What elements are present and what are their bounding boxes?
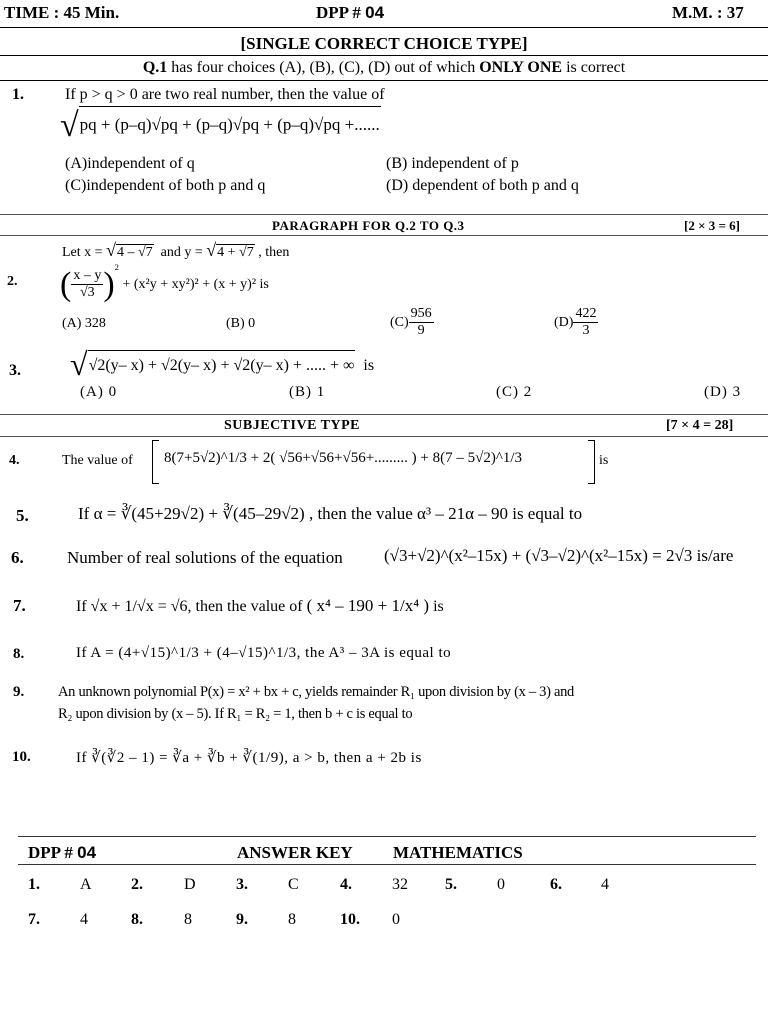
q7-expression-2: ( x⁴ – 190 + 1/x⁴ ) [306, 596, 430, 615]
dpp-header [316, 3, 384, 23]
max-marks: M.M. : 37 [672, 3, 744, 22]
answer-num: 6. [550, 876, 562, 893]
q4-lead: The value of [62, 453, 133, 468]
q3-option-a: (A) 0 [80, 384, 118, 400]
answer-key-dpp [28, 843, 96, 863]
section-single-correct-title: [SINGLE CORRECT CHOICE TYPE] [240, 34, 528, 53]
q1-nested-radical: √pq + (p–q)√pq + (p–q)√pq + (p–q)√pq +...... [60, 107, 380, 144]
q5-number: 5. [16, 506, 29, 525]
answer-num: 7. [28, 911, 40, 928]
answer-key-row-1 [0, 876, 768, 898]
q1-option-d: (D) dependent of both p and q [386, 177, 579, 194]
q2-rest: + (x²y + xy²)² + (x + y)² is [122, 277, 269, 292]
q2-option-a: (A) 328 [62, 316, 106, 331]
q4-expression: 8(7+5√2)^1/3 + 2( √56+√56+√56+......... ) + 8(7 – 5√2)^1/3 [164, 450, 523, 466]
q6-text: Number of real solutions of the equation [67, 548, 343, 567]
answer-num: 2. [131, 876, 143, 893]
answer-value: 0 [392, 911, 400, 928]
answer-key-dpp-label: DPP # [28, 843, 73, 862]
answer-value: C [288, 876, 299, 893]
subjective-divider-top [0, 414, 768, 415]
q2-frac-top: x – y [71, 268, 103, 285]
q1-radicand: pq + (p–q)√pq + (p–q)√pq + (p–q)√pq +...... [79, 106, 381, 135]
answer-key-divider-bottom [18, 864, 756, 865]
q7-mid: then the value of [195, 598, 303, 615]
y-value: 4 + √7 [217, 245, 254, 260]
let-x-label: Let x = [62, 245, 103, 260]
q2-option-c [390, 306, 434, 339]
q2-number: 2. [7, 274, 18, 289]
answer-value: 8 [288, 911, 296, 928]
answer-num: 5. [445, 876, 457, 893]
q1-text: If p > q > 0 are two real number, then the value of [65, 86, 385, 103]
header-divider [0, 27, 768, 28]
q7-is: is [433, 598, 444, 615]
subjective-divider-bottom [0, 436, 768, 437]
answer-key-divider-top [18, 836, 756, 837]
answer-num: 1. [28, 876, 40, 893]
instr-end: is correct [562, 59, 626, 76]
q3-is: is [363, 357, 375, 374]
section1-instruction [0, 59, 768, 77]
paragraph-marks: [2 × 3 = 6] [684, 218, 740, 233]
paragraph-divider-top [0, 214, 768, 215]
q6-expression: (√3+√2)^(x²–15x) + (√3–√2)^(x²–15x) = 2√3 is/are [384, 546, 734, 565]
q2-opt-d-label: (D) [554, 314, 574, 330]
answer-value: 0 [497, 876, 505, 893]
q7-expression: √x + 1/√x = √6, [90, 598, 192, 615]
q3-number: 3. [9, 362, 21, 379]
q8-text: If A = (4+√15)^1/3 + (4–√15)^1/3, the A³ – 3A is equal to [76, 645, 452, 661]
answer-value: 8 [184, 911, 192, 928]
q2-opt-c-bottom: 9 [417, 323, 425, 339]
dpp-number: 04 [365, 3, 385, 22]
q3-option-d: (D) 3 [704, 384, 742, 400]
instr-qno: Q.1 [142, 59, 168, 76]
q7-number: 7. [13, 596, 26, 615]
q4-bracket-left [152, 440, 159, 484]
section1-divider-bottom [0, 80, 768, 81]
answer-value: 4 [601, 876, 609, 893]
q3-option-b: (B) 1 [289, 384, 326, 400]
section1-divider-top [0, 55, 768, 56]
q2-opt-c-top: 956 [409, 306, 434, 323]
q2-option-d [554, 306, 598, 339]
instr-mid: has four choices (A), (B), (C), (D) out of which [167, 59, 480, 76]
paragraph-title: PARAGRAPH FOR Q.2 TO Q.3 [272, 218, 465, 233]
x-value: 4 – √7 [116, 245, 153, 260]
and-y-label: and y = [160, 245, 203, 260]
paragraph-divider-bottom [0, 235, 768, 236]
q1-option-b: (B) independent of p [386, 155, 519, 172]
answer-value: 32 [392, 876, 408, 893]
q6-number: 6. [11, 548, 24, 567]
q1-number: 1. [12, 86, 24, 103]
instr-bold: ONLY ONE [479, 59, 563, 76]
answer-value: 4 [80, 911, 88, 928]
answer-num: 4. [340, 876, 352, 893]
q2-frac-bottom: √3 [79, 285, 95, 301]
subjective-marks: [7 × 4 = 28] [666, 418, 734, 433]
answer-num: 8. [131, 911, 143, 928]
q3-radicand: √2(y– x) + √2(y– x) + √2(y– x) + ..... + ∞ [88, 350, 356, 375]
q2-opt-d-bottom: 3 [582, 323, 590, 339]
q1-option-c: (C)independent of both p and q [65, 177, 266, 194]
q7-line [76, 596, 444, 616]
then-label: , then [258, 245, 290, 260]
answer-num: 10. [340, 911, 360, 928]
q9-number: 9. [13, 684, 25, 700]
time-label: TIME : 45 Min. [4, 3, 120, 22]
q2-opt-d-top: 422 [573, 306, 598, 323]
q8-number: 8. [13, 646, 25, 662]
answer-value: D [184, 876, 196, 893]
q2-opt-c-label: (C) [390, 314, 409, 330]
answer-key-dpp-number: 04 [77, 843, 97, 862]
q3-option-c: (C) 2 [496, 384, 533, 400]
q7-lead: If [76, 598, 87, 615]
q4-number: 4. [9, 453, 20, 468]
paragraph-let: Let x = √4 – √7 and y = √4 + √7 , then [62, 240, 290, 260]
q9-line-1: An unknown polynomial P(x) = x² + bx + c, yields remainder R₁ upon division by (x – 3) and [58, 684, 574, 700]
q4-is: is [599, 453, 609, 468]
q2-expression: ( $\frac{x - y}{√3}$ )$^2$ + (x²y + xy²)² + (x + y)² is [60, 262, 269, 303]
q3-expression: √√2(y– x) + √2(y– x) + √2(y– x) + ..... + ∞ is [70, 346, 375, 382]
answer-num: 9. [236, 911, 248, 928]
q10-number: 10. [12, 749, 31, 765]
q9-line-2: R₂ upon division by (x – 5). If R₁ = R₂ = 1, then b + c is equal to [58, 706, 413, 722]
subjective-title: SUBJECTIVE TYPE [224, 418, 361, 433]
answer-key-subject: MATHEMATICS [393, 843, 523, 862]
q10-text: If ∛(∛2 – 1) = ∛a + ∛b + ∛(1/9), a > b, then a + 2b is [76, 750, 422, 766]
q5-text: If α = ∛(45+29√2) + ∛(45–29√2) , then the value α³ – 21α – 90 is equal to [78, 504, 583, 523]
dpp-label: DPP # [316, 3, 361, 22]
answer-num: 3. [236, 876, 248, 893]
q1-option-a: (A)independent of q [65, 155, 195, 172]
answer-key-title: ANSWER KEY [237, 843, 353, 862]
answer-value: A [80, 876, 92, 893]
q4-bracket-right [588, 440, 595, 484]
answer-key-row-2 [0, 911, 768, 933]
q2-option-b: (B) 0 [226, 316, 256, 331]
